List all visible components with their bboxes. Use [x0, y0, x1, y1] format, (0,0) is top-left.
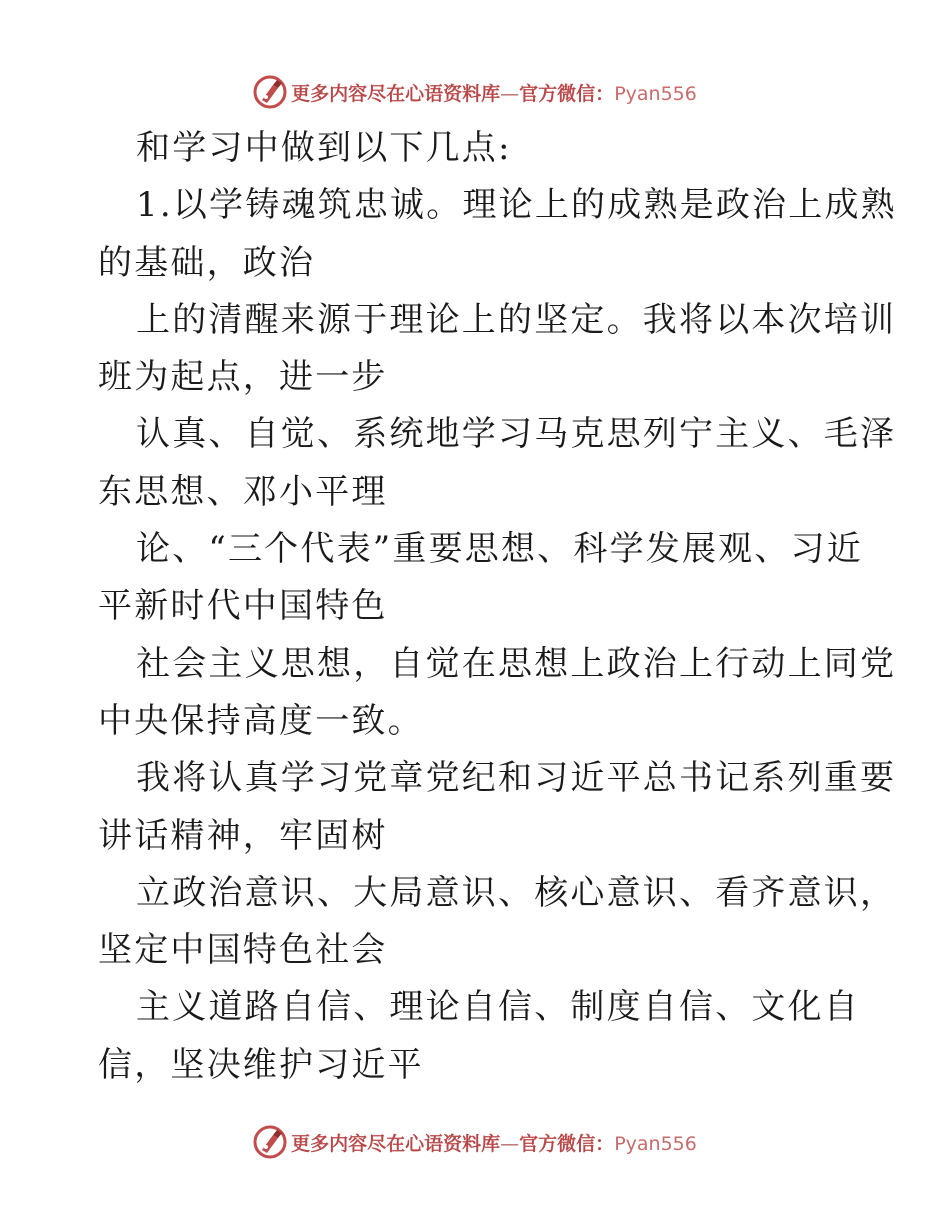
paragraph-line: 论、“三个代表”重要思想、科学发展观、习近 [136, 529, 863, 570]
watermark-official-label: 官方微信： [519, 82, 615, 105]
watermark-site-name: 更多内容尽在心语资料库 [291, 82, 501, 105]
watermark-official-label: 官方微信： [519, 1132, 615, 1155]
paragraph-line: 信，坚决维护习近平 [98, 1044, 424, 1085]
watermark-wechat-id: Pyan556 [614, 1132, 697, 1155]
document-body [98, 120, 897, 1094]
paragraph-line: 和学习中做到以下几点: [136, 128, 512, 168]
paragraph-line: 认真、自觉、系统地学习马克思列宁主义、毛泽 [136, 414, 897, 455]
paragraph-line: 上的清醒来源于理论上的坚定。我将以本次培训 [136, 299, 897, 340]
pen-nib-logo-icon [253, 75, 287, 109]
paragraph-line: 社会主义思想，自觉在思想上政治上行动上同党 [136, 643, 897, 684]
paragraph-line: 的基础，政治 [98, 242, 316, 283]
watermark-separator: — [500, 82, 520, 105]
paragraph-line: 坚定中国特色社会 [98, 930, 388, 971]
paragraph-line: 平新时代中国特色 [98, 586, 388, 627]
footer-watermark [0, 1122, 950, 1162]
paragraph-line: 讲话精神，牢固树 [98, 815, 388, 856]
pen-nib-logo-icon [253, 1125, 287, 1159]
watermark-text [291, 79, 697, 106]
watermark-text [291, 1129, 697, 1156]
watermark-separator: — [500, 1132, 520, 1155]
paragraph-line: 立政治意识、大局意识、核心意识、看齐意识， [136, 872, 897, 913]
paragraph-line: 1.以学铸魂筑忠诚。理论上的成熟是政治上成熟 [136, 185, 897, 226]
paragraph-line: 我将认真学习党章党纪和习近平总书记系列重要 [136, 758, 897, 799]
header-watermark [0, 72, 950, 112]
paragraph-line: 东思想、邓小平理 [98, 471, 388, 512]
paragraph-line: 中央保持高度一致。 [98, 700, 424, 741]
watermark-wechat-id: Pyan556 [614, 82, 697, 105]
watermark-site-name: 更多内容尽在心语资料库 [291, 1132, 501, 1155]
paragraph-line: 主义道路自信、理论自信、制度自信、文化自 [136, 987, 860, 1028]
paragraph-line: 班为起点，进一步 [98, 357, 388, 398]
